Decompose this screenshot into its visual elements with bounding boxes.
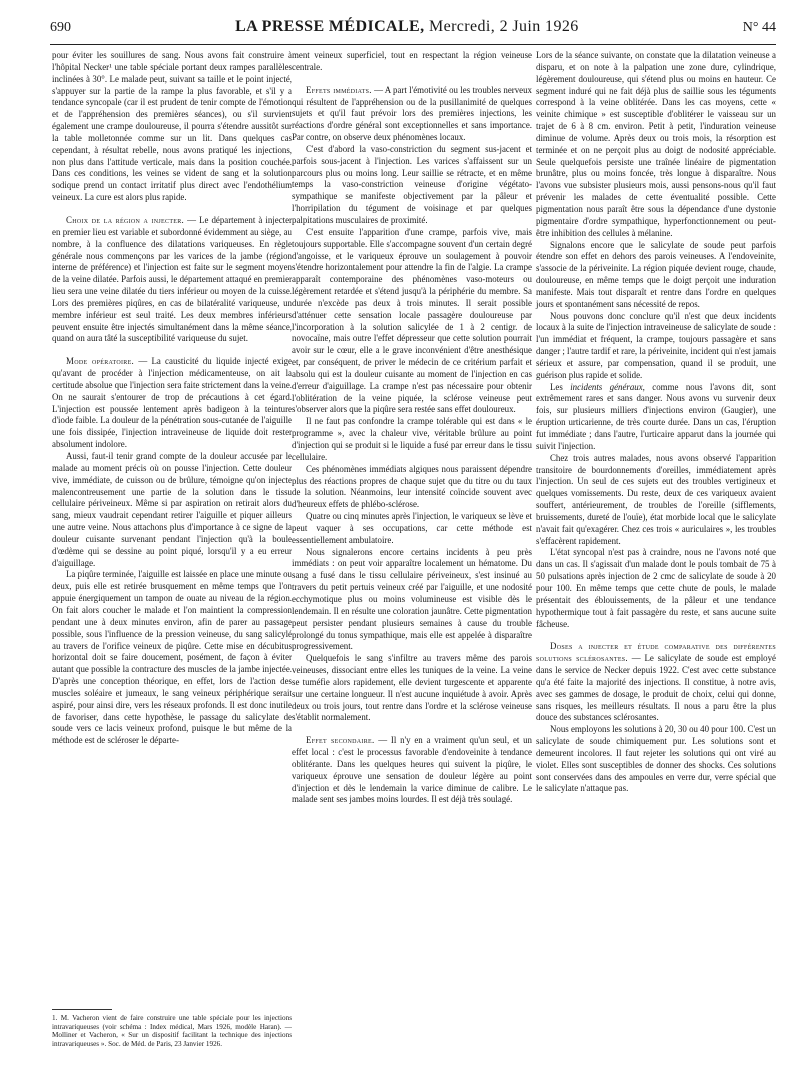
paragraph: L'état syncopal n'est pas à craindre, nous ne l'avons noté que dans un cas. Il s'agissait d'un malade dont le pouls tombait de 75 à 50 pulsations après injection de 2 cmc de salicylate de soude à 20 pour 100. En même temps que cette chute de pouls, le malade présentait des éblouissements, de la pâleur et une tendance hypothermique tout à fait passagère du reste, et sans aucune suite fâcheuse.	[536, 547, 776, 629]
paragraph: La piqûre terminée, l'aiguille est laissée en place une minute ou deux, puis elle est retirée brusquement en même temps que l'on appuie énergiquement un tampon de ouate au niveau de la région. On fait alors coucher le malade et l'on maintient la compression pendant une à deux minutes environ, afin de parer au passage possible, sous l'influence de la pression veineuse, du sang salicylé au travers de l'orifice veineux de piqûre. Cette mise en décubitus horizontal doit se faire doucement, posément, de façon à éviter autant que possible la contracture des muscles de la jambe injectée. D'après une conception théorique, en effet, lors de l'action des muscles soléaire et jumeaux, le sang veineux périphérique serait aspiré, pour ainsi dire, vers les réseaux profonds. Il est donc inutile de favoriser, dans cette hypothèse, le passage du salicylate de soude vers ce lacis veineux profond, puisque le but même de la méthode est de scléroser le départe-	[52, 569, 292, 746]
paragraph: C'est ensuite l'apparition d'une crampe, parfois vive, mais toujours supportable. Elle s'accompagne souvent d'un certain degré d'angoisse, et le variqueux éprouve un soulagement à pouvoir s'étendre horizontalement pour attendre la fin de l'algie. La crampe apparaît contemporaine des phénomènes vaso-moteurs ou légèrement retardée et s'étend jusqu'à la périphérie du membre. Sa durée n'excède pas deux à trois minutes. Il serait possible d'atténuer cette sensation locale passagère douloureuse par l'incorporation à la solution salicylée de 1 à 2 centigr. de novocaïne, mais outre l'effet dépresseur que cette solution pourrait avoir sur le cœur, elle a le grave inconvénient d'être anesthésique et, par conséquent, de priver le médecin de ce critérium parfait et absolu qui est la douleur cuisante au moment de l'injection en cas d'erreur d'aiguillage. La crampe n'est pas nécessaire pour obtenir l'oblitération de la veine piquée, la sclérose veineuse peut s'observer alors que la piqûre sera restée sans effet douloureux.	[292, 226, 532, 415]
paragraph	[536, 641, 776, 724]
page-number: 690	[50, 20, 71, 35]
paragraph-text: — Le département à injecter en premier lieu est variable et subordonné évidemment au siège, au nombre, à la confluence des dilatations variqueuses. En règle générale nous commençons par les varices de la jambe (région interne de préférence) et l'injection est faite sur le segment moyen de la veine dilatée. Parfois aussi, le département attaqué en premier lieu sera une veine dilatée du tiers inférieur ou moyen de la cuisse. Lors des premières piqûres, en cas de bilatéralité variqueuse, un membre inférieur est seul traité. Les deux membres inférieurs peuvent ensuite être injectés simultanément dans la même séance, quand on aura tâté la susceptibilité variqueuse du sujet.	[52, 214, 292, 344]
section-heading: Choix de la région a injecter.	[66, 214, 185, 225]
paragraph: pour éviter les souillures de sang. Nous avons fait construire à l'hôpital Necker¹ une table spéciale portant deux rampes parallèles inclinées à 30°. Le malade peut, suivant sa taille et le point injecté, s'appuyer sur la partie de la rampe la plus favorable, et s'il y a tendance syncopale (car il est prudent de tenir compte de l'émotion et de l'appréhension des premières séances), ou s'il survient également une crampe douloureuse, il pourra s'étendre aussitôt sur la table molletonnée comme sur un lit. Dans quelques cas cependant, à résultat rebelle, nous avons pratiqué les injections, non plus dans l'attitude verticale, mais dans la position couchée. Dans ces conditions, les veines se vident de sang et la solution sodique prend un contact irritatif plus direct avec l'endothélium veineux. La cure est alors plus rapide.	[52, 50, 292, 203]
issue-number: N° 44	[742, 20, 776, 35]
section-heading: Doses a injecter et étude comparative des différentes solutions sclérosantes.	[536, 641, 776, 664]
text-column-1	[52, 50, 292, 747]
text-column-3	[536, 50, 776, 795]
paragraph-text: — Il n'y en a vraiment qu'un seul, et un effet local : c'est le processus favorable d'endoveinite à tendance oblitérante. Dans les quelques heures qui suivent la piqûre, le variqueux éprouve une sensation de douleur légère au point d'injection et dès le lendemain la varice diminue de calibre. Le malade sent ses jambes moins lourdes. Il est déjà très soulagé.	[292, 735, 532, 805]
paragraph: Signalons encore que le salicylate de soude peut parfois étendre son effet en dehors des parois veineuses. A l'endoveinite, s'associe de la périveinite. La région piquée devient rouge, chaude, douloureuse, en même temps que le doigt perçoit une induration manifeste. Mais tout disparaît et rentre dans l'ordre en quelques jours et spontanément sans nécessité de repos.	[536, 239, 776, 309]
paragraph: Quelquefois le sang s'infiltre au travers même des parois veineuses, dissociant entre elles les tuniques de la veine. La veine se tuméfie alors rapidement, elle devient turgescente et apparente sur une certaine longueur. Il n'est aucune inquiétude à avoir. Après deux ou trois jours, tout rentre dans l'ordre et la sclérose veineuse s'établit normalement.	[292, 653, 532, 723]
footnote: 1. M. Vacheron vient de faire construire une table spéciale pour les injections intravariqueuses (voir schéma : Index médical, Mars 1926, modèle Haran). — Molliner et Vacheron, « Sur un dispositif facilitant la technique des injections intravariqueuses ». Soc. de Méd. de Paris, 23 Janvier 1926.	[52, 1014, 292, 1048]
section-heading: Effet secondaire.	[306, 735, 375, 746]
paragraph: Nous employons les solutions à 20, 30 ou 40 pour 100. C'est un salicylate de soude chimiquement pur. Les solutions sont et demeurent incolores. Il faut rejeter les solutions qui ont viré au violet. Elles sont susceptibles de donner des shocks. Ces solutions sont conservées dans des ampoules en verre dur, verre spécial que le salicylate n'attaque pas.	[536, 724, 776, 794]
emphasis: incidents généraux,	[570, 381, 645, 392]
paragraph: Chez trois autres malades, nous avons observé l'apparition transitoire de bourdonnements d'oreilles, immédiatement après l'injection. Un seul de ces sujets eut des troubles vertigineux et quelques vomissements. Du reste, deux de ces variqueux avaient souffert, antérieurement, de troubles de l'oreille (sifflements, bruissements, dureté de l'ouïe), état morbide local que le salicylate n'avait fait qu'exagérer. Chez ces trois « auriculaires », les troubles s'effacèrent rapidement.	[536, 452, 776, 546]
paragraph	[292, 85, 532, 144]
page-header	[50, 18, 776, 42]
paragraph: Nous signalerons encore certains incidents à peu près immédiats : on peut voir apparaître localement un hématome. Du sang a fusé dans le tissu cellulaire périveineux, s'est insinué au travers du petit pertuis veineux créé par l'aiguille, et une nodosité ecchymotique plus ou moins volumineuse est visible dès le lendemain. Il en résulte une coloration jaunâtre. Cette pigmentation peut persister pendant plusieurs semaines à cause du trouble prolongé du tonus sympathique, mais elle est appelée à disparaître progressivement.	[292, 546, 532, 652]
paragraph: ment veineux superficiel, tout en respectant la région veineuse centrale.	[292, 50, 532, 72]
paragraph-text: comme nous l'avons dit, sont extrêmement rares et sans danger. Nous avons vu survenir deux fois, sur plusieurs milliers d'injections environ (Gaugier), une éruption urticarienne, de très courte durée. Dans un cas, l'éruption fut immédiate ; dans l'autre, l'urticaire apparut dans la journée qui suivit l'injection.	[536, 381, 776, 451]
header-rule	[50, 44, 776, 45]
paragraph	[52, 215, 292, 345]
issue-date: Mercredi, 2 Juin 1926	[428, 18, 579, 35]
paragraph	[52, 356, 292, 451]
paragraph	[292, 735, 532, 806]
paragraph: Nous pouvons donc conclure qu'il n'est que deux incidents locaux à la suite de l'injection intraveineuse de salicylate de soude : l'un immédiat et fréquent, la crampe, toujours passagère et sans danger ; l'autre tardif et rare, la périveinite, incident qui n'est jamais sérieux et assure, par compensation, quand il se produit, une guérison plus rapide et solide.	[536, 310, 777, 380]
paragraph-text: — Le salicylate de soude est employé dans le service de Necker depuis 1922. C'est avec cette substance qu'a été faite la majorité des injections. Il constitue, à notre avis, avec ses gammes de dosage, le produit de choix, celui qui donne, sans risques, les meilleurs résultats. Il nous a paru être la plus douce des substances sclérosantes.	[536, 653, 776, 723]
footnote-rule	[52, 1009, 112, 1010]
paragraph-text: — A part l'émotivité ou les troubles nerveux qui résultent de l'appréhension ou de la pusillanimité de quelques sujets et qu'il faut prévoir lors des premières injections, les réactions d'ordre général sont exceptionnelles et sans importance. Par contre, on observe deux phénomènes locaux.	[292, 84, 532, 143]
journal-title: LA PRESSE MÉDICALE,	[235, 18, 425, 35]
section-heading: Effets immédiats.	[306, 84, 372, 95]
paragraph: Il ne faut pas confondre la crampe tolérable qui est dans « le programme », avec la chaleur vive, véritable brûlure au point d'injection qui se produit si le liquide a fusé par erreur dans le tissu cellulaire.	[292, 416, 532, 462]
paragraph: Aussi, faut-il tenir grand compte de la douleur accusée par le malade au moment précis où on pousse l'injection. Cette douleur vive, immédiate, de cuisson ou de brûlure, témoigne qu'on injecte malencontreusement une partie de la solution dans le tissu cellulaire périveineux. Même si par aspiration on retirait alors du sang, mieux vaudrait cependant retirer l'aiguille et piquer ailleurs une autre veine. Nous attachons plus d'importance à ce signe de la douleur cuisante survenant pendant l'injection qu'à la boule d'œdème qui se dessine au point piqué, lorsqu'il y a eu erreur d'aiguillage.	[52, 451, 292, 568]
paragraph: C'est d'abord la vaso-constriction du segment sus-jacent et parfois sous-jacent à l'injection. Les varices s'affaissent sur un parcours plus ou moins long. Leur saillie se rétracte, et en même temps la vaso-constriction veineuse d'origine végétato-sympathique se manifeste objectivement par la pâleur et l'horripilation du tégument de voisinage et par quelques palpitations musculaires de proximité.	[292, 143, 532, 225]
paragraph: Ces phénomènes immédiats algiques nous paraissent dépendre plus des réactions propres de chaque sujet que du titre ou du taux de la solution. Néanmoins, leur intensité coïncide souvent avec d'heureux effets de phlébo-sclérose.	[292, 463, 532, 510]
paragraph-text: Les	[550, 381, 571, 392]
paragraph: Lors de la séance suivante, on constate que la dilatation veineuse a disparu, et on note à la palpation une zone dure, cylindrique, légèrement douloureuse, qui s'étend plus ou moins en hauteur. Ce segment induré qui ne fait déjà plus de saillie sous les téguments correspond à la veine oblitérée. Dans les cas moyens, cette « veinite chimique » est susceptible d'oblitérer le vaisseau sur un trajet de 6 à 8 cm. environ. Petit à petit, l'induration veineuse diminue de volume. Après deux ou trois mois, la résorption est terminée et on ne perçoit plus au doigt de nodosité appréciable. Seule quelquefois persiste une traînée linéaire de pigmentation brunâtre, plus ou moins foncée, très longue à disparaître. Nous l'avons vue subsister plusieurs mois, aussi pensons-nous qu'il faut prévenir les malades de cette éventualité possible. Cette pigmentation nous paraît être sous la dépendance d'une dystonie pigmentaire d'ordre sympathique, hyperfonctionnement ou peut-être inhibition des cellules à mélanine.	[536, 50, 776, 238]
section-heading: Mode opératoire.	[66, 356, 135, 367]
paragraph: Quatre ou cinq minutes après l'injection, le variqueux se lève et peut vaquer à ses occupations, car cette méthode est essentiellement ambulatoire.	[292, 511, 532, 545]
running-title	[235, 18, 579, 36]
text-column-2	[292, 50, 532, 806]
paragraph	[536, 382, 776, 453]
paragraph-text: — La causticité du liquide injecté exige qu'avant de procéder à l'injection médicamenteuse, on ait la certitude absolue que l'injection sera faite strictement dans la veine. On ne saurait s'entourer de trop de précautions à cet égard. L'injection est poussée lentement après badigeon à la teinture d'iode faible. La douleur de la pénétration sous-cutanée de l'aiguille une fois dissipée, l'injection intraveineuse de liquide doit rester absolument indolore.	[52, 356, 292, 450]
